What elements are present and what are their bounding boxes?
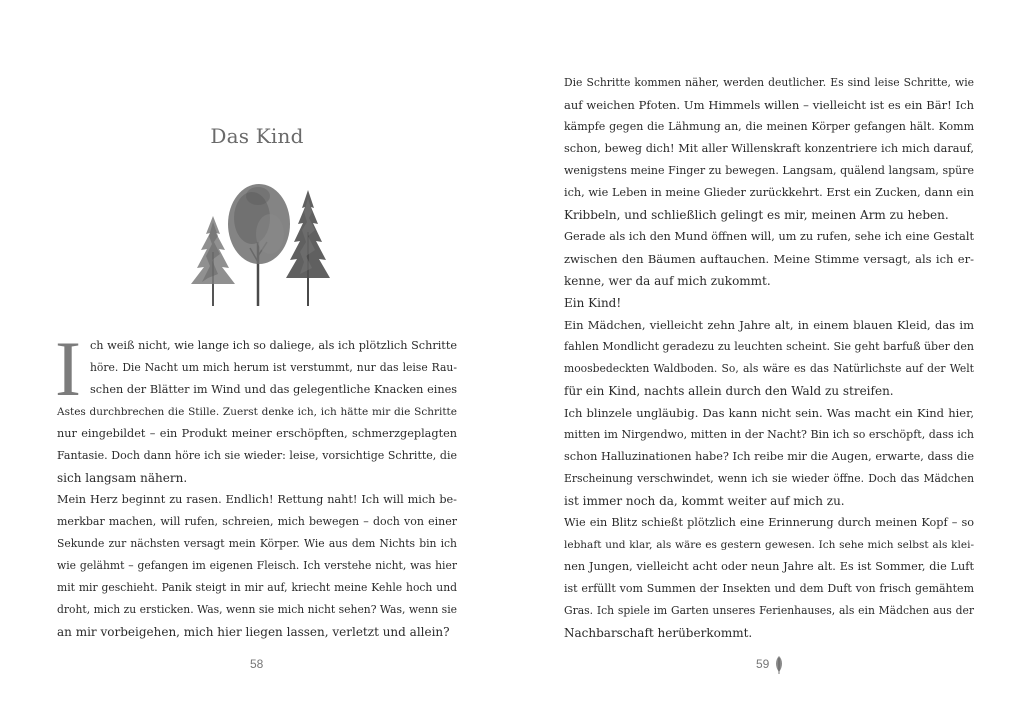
text-line: zwischen den Bäumen auftauchen. Meine Stimme versagt, als ich er- — [564, 252, 974, 266]
text-line: Ich blinzele ungläubig. Das kann nicht sein. Was macht ein Kind hier, — [564, 406, 974, 420]
text-line: nur eingebildet – ein Produkt meiner erschöpften, schmerzgeplagten — [57, 427, 457, 440]
text-line: ch weiß nicht, wie lange ich so daliege, als ich plötzlich Schritte — [90, 339, 457, 352]
text-line: Mein Herz beginnt zu rasen. Endlich! Rettung naht! Ich will mich be- — [57, 493, 457, 506]
text-line: schon Halluzinationen habe? Ich reibe mir die Augen, erwarte, dass die — [564, 450, 974, 463]
text-line: ich, wie Leben in meine Glieder zurückkehrt. Erst ein Zucken, dann ein — [564, 186, 974, 199]
three-trees-illustration — [182, 182, 334, 310]
text-line: kämpfe gegen die Lähmung an, die meinen Körper gefangen hält. Komm — [564, 120, 974, 133]
text-line: Gras. Ich spiele im Garten unseres Ferienhauses, als ein Mädchen aus der — [564, 604, 974, 617]
text-line: droht, mich zu ersticken. Was, wenn sie mich nicht sehen? Was, wenn sie — [57, 603, 457, 616]
left-body-text — [57, 401, 457, 643]
text-line: Ein Kind! — [564, 296, 622, 310]
text-line: sich langsam nähern. — [57, 471, 188, 485]
tall-fir-tree-icon — [286, 190, 330, 306]
text-line: wie gelähmt – gefangen im eigenen Fleisch. Ich verstehe nicht, was hier — [57, 559, 457, 572]
text-line: Gerade als ich den Mund öffnen will, um zu rufen, sehe ich eine Gestalt — [564, 230, 974, 243]
leaf-icon — [774, 655, 784, 675]
text-line: mitten im Nirgendwo, mitten in der Nacht? Bin ich so erschöpft, dass ich — [564, 428, 974, 441]
text-line: ist erfüllt vom Summen der Insekten und dem Duft von frisch gemähtem — [564, 582, 974, 595]
right-body-text — [564, 72, 974, 644]
text-line: Nachbarschaft herüberkommt. — [564, 626, 753, 640]
text-line: fahlen Mondlicht geradezu zu leuchten scheint. Sie geht barfuß über den — [564, 340, 974, 353]
drop-cap: I — [55, 325, 81, 412]
text-line: an mir vorbeigehen, mich hier liegen lassen, verletzt und allein? — [57, 625, 450, 639]
drop-cap-paragraph — [90, 335, 457, 401]
text-line: Ein Mädchen, vielleicht zehn Jahre alt, in einem blauen Kleid, das im — [564, 318, 974, 332]
page-number: 59 — [756, 657, 770, 671]
text-line: nen Jungen, vielleicht acht oder neun Jahre alt. Es ist Sommer, die Luft — [564, 560, 974, 573]
round-tree-icon — [228, 184, 290, 306]
text-line: Fantasie. Doch dann höre ich sie wieder: leise, vorsichtige Schritte, die — [57, 449, 457, 462]
text-line: wenigstens meine Finger zu bewegen. Langsam, quälend langsam, spüre — [564, 164, 974, 177]
text-line: kenne, wer da auf mich zukommt. — [564, 274, 771, 288]
text-line: Sekunde zur nächsten versagt mein Körper. Wie aus dem Nichts bin ich — [57, 537, 457, 550]
text-line: für ein Kind, nachts allein durch den Wald zu streifen. — [564, 384, 894, 398]
chapter-title: Das Kind — [210, 124, 304, 148]
text-line: mit mir geschieht. Panik steigt in mir auf, kriecht meine Kehle hoch und — [57, 581, 457, 594]
text-line: Wie ein Blitz schießt plötzlich eine Erinnerung durch meinen Kopf – so — [564, 516, 974, 529]
text-line: Die Schritte kommen näher, werden deutlicher. Es sind leise Schritte, wie — [564, 76, 974, 89]
text-line: ist immer noch da, kommt weiter auf mich zu. — [564, 494, 845, 508]
page-number: 58 — [250, 657, 264, 671]
text-line: merkbar machen, will rufen, schreien, mich bewegen – doch von einer — [57, 515, 457, 528]
text-line: höre. Die Nacht um mich herum ist verstummt, nur das leise Rau- — [90, 361, 457, 374]
text-line: Astes durchbrechen die Stille. Zuerst denke ich, ich hätte mir die Schritte — [57, 406, 457, 418]
text-line: schon, beweg dich! Mit aller Willenskraft konzentriere ich mich darauf, — [564, 142, 974, 155]
text-line: Erscheinung verschwindet, wenn ich sie wieder öffne. Doch das Mädchen — [564, 472, 974, 485]
text-line: moosbedeckten Waldboden. So, als wäre es das Natürlichste auf der Welt — [564, 362, 974, 375]
right-page — [510, 0, 1020, 721]
text-line: schen der Blätter im Wind und das gelegentliche Knacken eines — [90, 383, 457, 396]
text-line: auf weichen Pfoten. Um Himmels willen – vielleicht ist es ein Bär! Ich — [564, 98, 974, 112]
text-line: Kribbeln, und schließlich gelingt es mir, meinen Arm zu heben. — [564, 208, 949, 222]
text-line: lebhaft und klar, als wäre es gestern gewesen. Ich sehe mich selbst als klei- — [564, 539, 974, 551]
